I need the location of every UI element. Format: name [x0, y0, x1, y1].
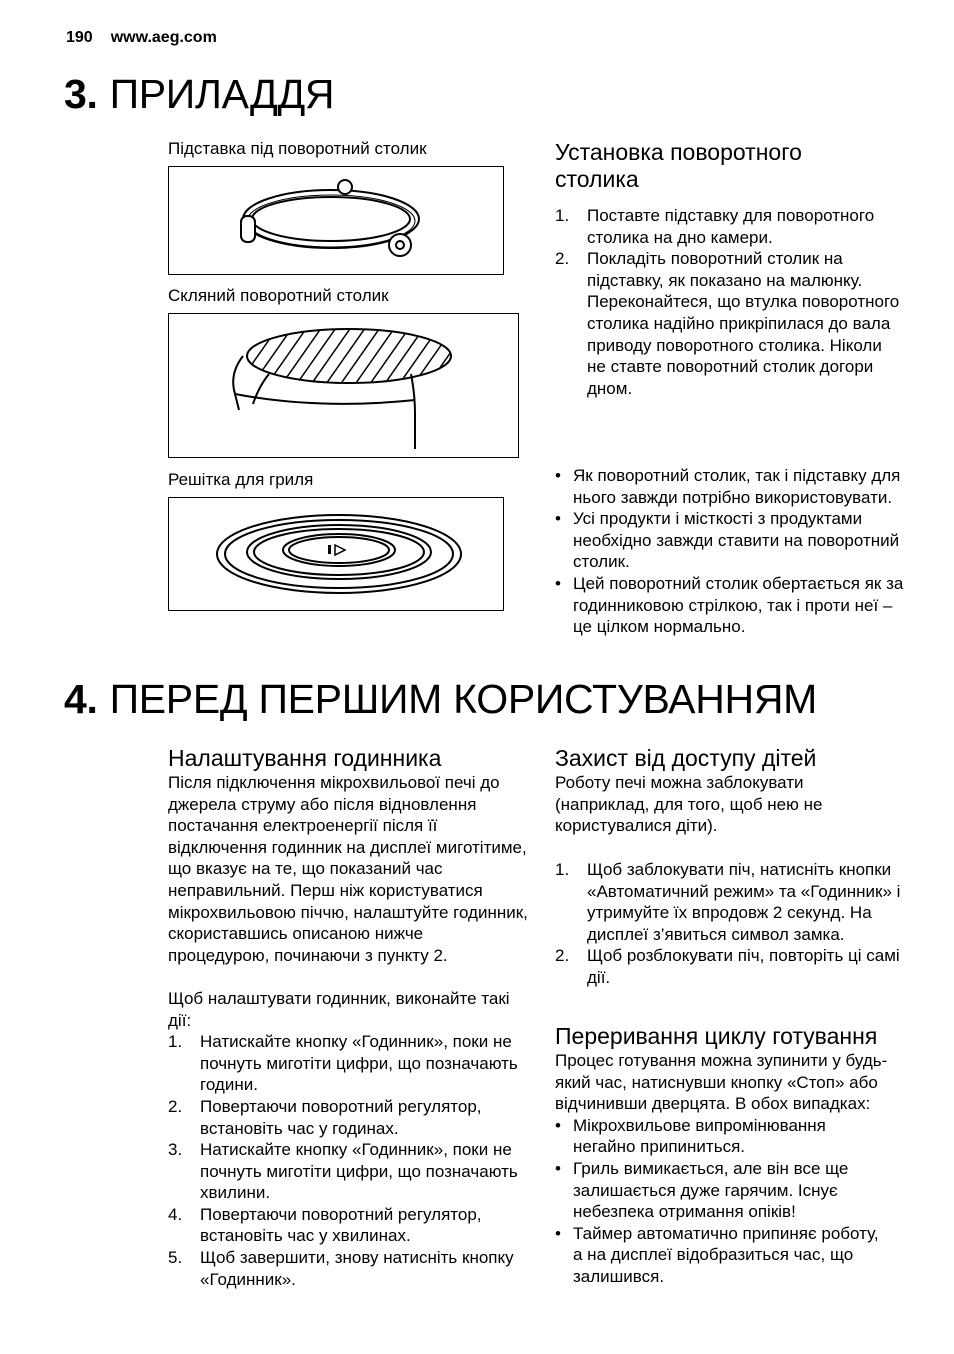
child-lock-steps	[555, 859, 905, 989]
install-heading: Установка поворотного столика	[555, 139, 802, 192]
website-link[interactable]: www.aeg.com	[110, 29, 217, 46]
list-item: • Гриль вимикається, але він все ще залишається дуже гарячим. Існує небезпека отримання опіків!	[555, 1158, 849, 1222]
list-item: 2. Повертаючи поворотний регулятор, встановіть час у годинах.	[168, 1096, 482, 1138]
child-lock-intro: Роботу печі можна заблокувати (наприклад, для того, щоб нею не користувалися діти).	[555, 773, 823, 836]
clock-lead: Щоб налаштувати годинник, виконайте такі дії:	[168, 988, 510, 1030]
interrupt-notes	[555, 1115, 890, 1288]
section-4-number: 4.	[64, 676, 98, 722]
section-4-heading: ПЕРЕД ПЕРШИМ КОРИСТУВАННЯМ	[109, 676, 817, 722]
section-3-heading: ПРИЛАДДЯ	[109, 71, 335, 117]
child-lock-heading: Захист від доступу дітей	[555, 745, 817, 771]
clock-heading: Налаштування годинника	[168, 745, 442, 771]
roller-ring-image	[168, 166, 504, 275]
clock-steps	[168, 1031, 528, 1290]
list-item: • Таймер автоматично припиняє роботу, а на дисплеї відобразиться час, що залишився.	[555, 1223, 879, 1286]
figure-caption-glass-turntable: Скляний поворотний столик	[168, 286, 389, 305]
child-lock-section	[555, 772, 875, 837]
page-header	[66, 29, 217, 47]
roller-ring-drawing	[169, 167, 503, 274]
list-item: 2. Покладіть поворотний столик на підставку, як показано на малюнку. Переконайтеся, що втулка поворотного столика надійно прикріпилася до вала приводу поворотного столика. Ніколи не ставте поворотний столик догори дном.	[555, 249, 900, 398]
figure-caption-roller-ring: Підставка під поворотний столик	[168, 139, 427, 158]
page-number: 190	[66, 29, 93, 46]
list-item: 4. Повертаючи поворотний регулятор, встановіть час у хвилинах.	[168, 1204, 482, 1246]
section-3-number: 3.	[64, 71, 98, 117]
interrupt-section	[555, 1050, 890, 1288]
list-item: • Як поворотний столик, так і підставку для нього завжди потрібно використовувати.	[555, 466, 901, 507]
clock-intro: Після підключення мікрохвильової печі до джерела струму або після відновлення постачання електроенергії після її відключення годинник на дисплеї миготітиме, що вказує на те, що показаний час неправильний. Перш ніж користуватися мікрохвильовою піччю, налаштуйте годинник, скориставшись описаною нижче процедурою, починаючи з пункту 2.	[168, 773, 528, 965]
install-steps	[555, 205, 905, 399]
figure-caption-grill-rack: Решітка для гриля	[168, 470, 314, 489]
section-3-title	[64, 70, 334, 118]
interrupt-heading: Переривання циклу готування	[555, 1023, 878, 1049]
list-item: 2. Щоб розблокувати піч, повторіть ці самі дії.	[555, 946, 900, 987]
glass-turntable-image	[168, 313, 519, 458]
list-item: • Цей поворотний столик обертається як за годинниковою стрілкою, так і проти неї – це цілком нормально.	[555, 573, 904, 637]
list-item: • Усі продукти і місткості з продуктами необхідно завжди ставити на поворотний столик.	[555, 509, 900, 572]
interrupt-intro: Процес готування можна зупинити у будь-який час, натиснувши кнопку «Стоп» або відчинивши дверцята. В обох випадках:	[555, 1051, 888, 1114]
list-item: 3. Натискайте кнопку «Годинник», поки не почнуть миготіти цифри, що позначають хвилини.	[168, 1140, 518, 1203]
list-item: 1. Щоб заблокувати піч, натисніть кнопки «Автоматичний режим» та «Годинник» і утримуйте їх впродовж 2 секунд. На дисплеї з’явиться символ замка.	[555, 860, 901, 944]
section-4-title	[64, 675, 817, 723]
install-notes	[555, 465, 907, 638]
clock-section	[168, 772, 528, 1290]
list-item: 1. Поставте підставку для поворотного столика на дно камери.	[555, 206, 875, 247]
list-item: 1. Натискайте кнопку «Годинник», поки не почнуть миготіти цифри, що позначають години.	[168, 1032, 518, 1095]
list-item: 5. Щоб завершити, знову натисніть кнопку «Годинник».	[168, 1248, 514, 1289]
glass-turntable-drawing	[169, 314, 518, 457]
list-item: • Мікрохвильове випромінювання негайно припиниться.	[555, 1115, 826, 1157]
grill-rack-drawing	[169, 498, 503, 610]
grill-rack-image	[168, 497, 504, 611]
